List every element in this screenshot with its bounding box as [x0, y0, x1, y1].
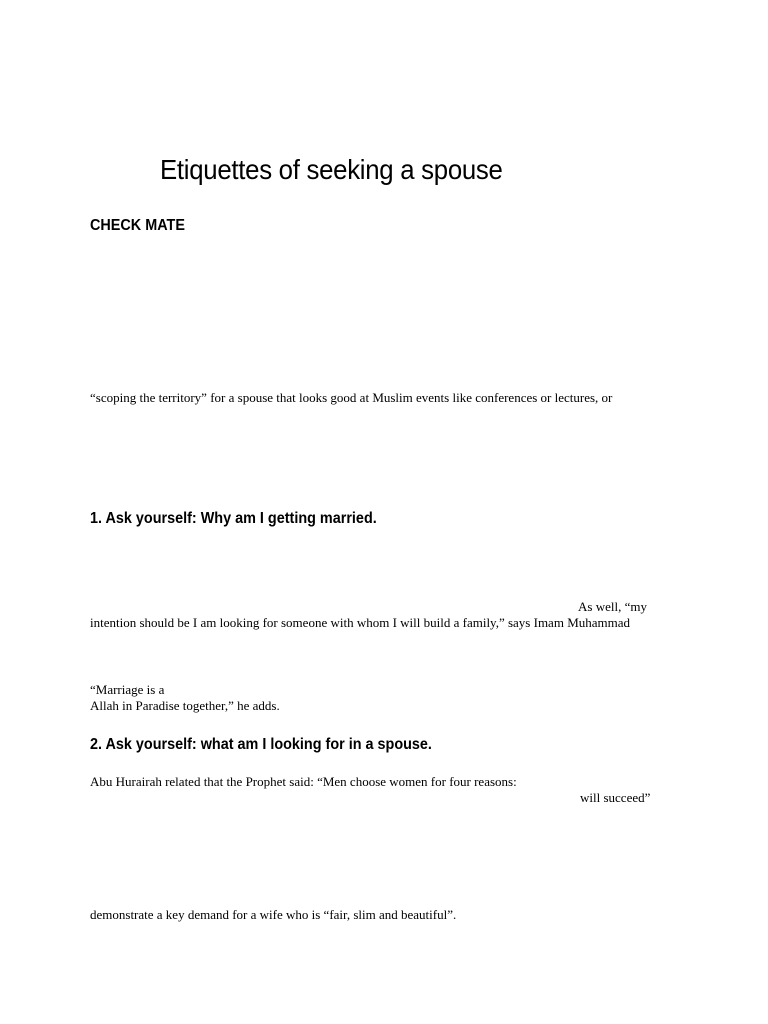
byline: CHECK MATE — [90, 217, 185, 234]
section-heading-looking-for: 2. Ask yourself: what am I looking for in a spouse. — [90, 736, 432, 753]
section-heading-why-married: 1. Ask yourself: Why am I getting married. — [90, 510, 377, 527]
paragraph-scoping: “scoping the territory” for a spouse that looks good at Muslim events like conferences or lectures, or — [90, 390, 613, 405]
paragraph-intention: intention should be I am looking for someone with whom I will build a family,” says Imam Muhammad — [90, 615, 631, 630]
paragraph-abu-hurairah: Abu Hurairah related that the Prophet said: “Men choose women for four reasons: — [90, 774, 517, 789]
paragraph-allah: Allah in Paradise together,” he adds. — [90, 698, 280, 713]
paragraph-will-succeed: will succeed” — [580, 790, 651, 805]
paragraph-marriage: “Marriage is a — [90, 682, 165, 697]
paragraph-demonstrate: demonstrate a key demand for a wife who is “fair, slim and beautiful”. — [90, 907, 457, 922]
paragraph-as-well: As well, “my — [578, 599, 647, 614]
document-title: Etiquettes of seeking a spouse — [160, 154, 503, 185]
